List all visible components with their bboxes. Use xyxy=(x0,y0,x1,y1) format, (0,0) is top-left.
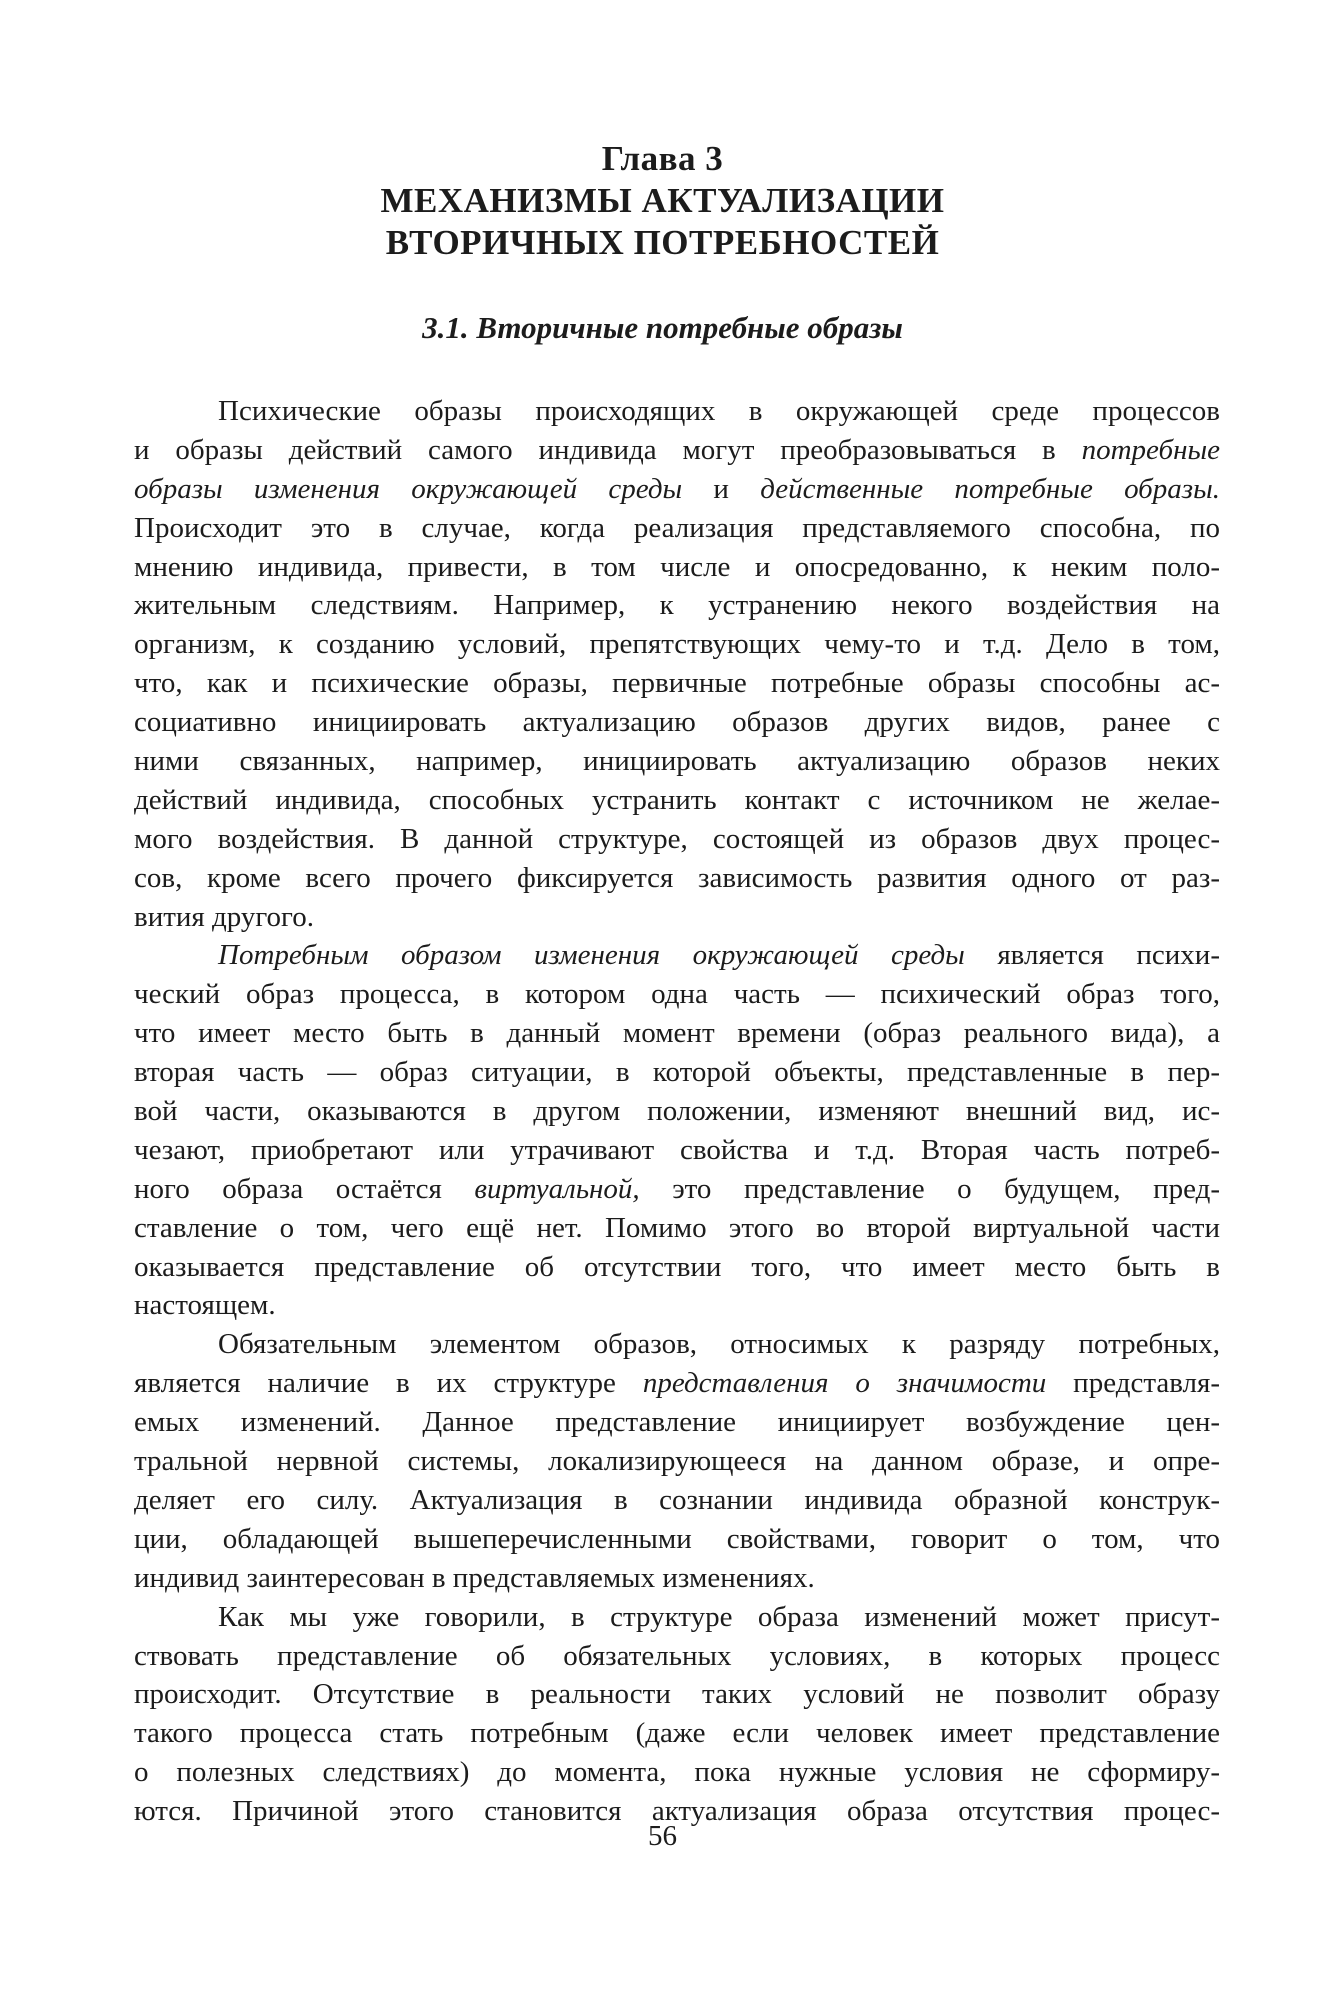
text-segment: действий индивида, способных устранить контакт с источником не желае- xyxy=(134,783,1220,816)
text-segment: Происходит это в случае, когда реализация представляемого способна, по xyxy=(134,511,1220,544)
text-segment: является психи- xyxy=(964,939,1220,972)
text-segment: вития другого. xyxy=(134,900,314,933)
chapter-heading xyxy=(0,138,1325,264)
text-line xyxy=(134,1520,1220,1559)
text-segment: Психические образы происходящих в окружающей среде процессов xyxy=(218,395,1220,427)
text-line xyxy=(134,820,1220,859)
text-line xyxy=(134,1209,1220,1248)
text-segment: о полезных следствиях) до момента, пока нужные условия не сформиру- xyxy=(134,1756,1220,1789)
text-line xyxy=(134,470,1220,509)
text-segment: индивид заинтересован в представляемых изменениях. xyxy=(134,1561,815,1594)
text-line xyxy=(134,1286,1220,1325)
text-segment: это представление о будущем, пред- xyxy=(639,1172,1221,1205)
text-segment: мнению индивида, привести, в том числе и опосредованно, к неким поло- xyxy=(134,550,1220,583)
text-segment: и xyxy=(682,472,761,505)
text-segment: оказывается представление об отсутствии того, что имеет место быть в xyxy=(134,1250,1220,1283)
text-segment: ческий образ процесса, в котором одна часть — психический образ того, xyxy=(134,978,1220,1011)
text-line xyxy=(134,859,1220,898)
italic-term: образы изменения окружающей среды xyxy=(134,472,683,505)
text-line xyxy=(134,1403,1220,1442)
page-number: 56 xyxy=(648,1820,677,1852)
text-line xyxy=(134,1248,1220,1287)
text-segment: сов, кроме всего прочего фиксируется зависимость развития одного от раз- xyxy=(134,861,1220,894)
text-line xyxy=(134,1714,1220,1753)
text-line xyxy=(134,703,1220,742)
text-line xyxy=(134,586,1220,625)
text-line xyxy=(134,1364,1220,1403)
text-segment: ции, обладающей вышеперечисленными свойствами, говорит о том, что xyxy=(134,1522,1220,1555)
text-segment: вой части, оказываются в другом положении, изменяют внешний вид, ис- xyxy=(134,1095,1220,1128)
text-line xyxy=(134,1092,1220,1131)
text-line xyxy=(134,1637,1220,1676)
section-title: 3.1. Вторичные потребные образы xyxy=(422,310,903,345)
chapter-title-line-1: МЕХАНИЗМЫ АКТУАЛИЗАЦИИ xyxy=(380,181,945,220)
text-segment: ствовать представление об обязательных условиях, в которых процесс xyxy=(134,1639,1220,1672)
text-line xyxy=(134,664,1220,703)
text-line xyxy=(134,781,1220,820)
text-line xyxy=(134,898,1220,937)
body-text xyxy=(134,392,1220,1831)
text-line xyxy=(134,625,1220,664)
text-segment: организм, к созданию условий, препятствующих чему-то и т.д. Дело в том, xyxy=(134,628,1220,661)
text-segment: социативно инициировать актуализацию образов других видов, ранее с xyxy=(134,706,1220,739)
text-line xyxy=(134,1481,1220,1520)
text-line xyxy=(134,1442,1220,1481)
text-segment: вторая часть — образ ситуации, в которой объекты, представленные в пер- xyxy=(134,1056,1220,1089)
italic-term: виртуальной, xyxy=(474,1172,640,1205)
text-line xyxy=(134,1753,1220,1792)
text-segment: такого процесса стать потребным (даже если человек имеет представление xyxy=(134,1717,1220,1750)
text-segment: емых изменений. Данное представление инициирует возбуждение цен- xyxy=(134,1406,1220,1439)
text-segment: мого воздействия. В данной структуре, состоящей из образов двух процес- xyxy=(134,822,1220,855)
text-line xyxy=(134,1598,1220,1637)
text-segment: ними связанных, например, инициировать актуализацию образов неких xyxy=(134,745,1220,778)
italic-term: Потребным образом изменения окружающей среды xyxy=(218,939,965,972)
text-line xyxy=(134,975,1220,1014)
text-line xyxy=(134,431,1220,470)
text-line xyxy=(134,742,1220,781)
text-segment: является наличие в их структуре xyxy=(134,1367,643,1400)
text-line xyxy=(134,548,1220,587)
text-segment: ются. Причиной этого становится актуализация образа отсутствия процес- xyxy=(134,1795,1220,1828)
text-segment: что, как и психические образы, первичные потребные образы способны ас- xyxy=(134,667,1220,700)
chapter-label: Глава 3 xyxy=(601,139,724,178)
text-line xyxy=(134,1325,1220,1364)
text-segment: ставление о том, чего ещё нет. Помимо этого во второй виртуальной части xyxy=(134,1211,1220,1244)
text-line xyxy=(134,936,1220,975)
text-segment: представля- xyxy=(1046,1367,1220,1400)
text-line xyxy=(134,1014,1220,1053)
text-segment: ного образа остаётся xyxy=(134,1172,475,1205)
italic-term: представления о значимости xyxy=(642,1367,1047,1400)
text-line xyxy=(134,1053,1220,1092)
text-segment: и образы действий самого индивида могут преобразовываться в xyxy=(134,433,1082,466)
text-segment: деляет его силу. Актуализация в сознании индивида образной конструк- xyxy=(134,1483,1220,1516)
text-segment: Как мы уже говорили, в структуре образа изменений может присут- xyxy=(218,1600,1220,1633)
text-line xyxy=(134,1170,1220,1209)
chapter-title-line-2: ВТОРИЧНЫХ ПОТРЕБНОСТЕЙ xyxy=(385,223,940,262)
text-segment: жительным следствиям. Например, к устранению некого воздействия на xyxy=(134,589,1220,622)
text-segment: Обязательным элементом образов, относимых к разряду потребных, xyxy=(218,1328,1220,1361)
text-line xyxy=(134,509,1220,548)
text-segment: происходит. Отсутствие в реальности таких условий не позволит образу xyxy=(134,1678,1220,1711)
text-line xyxy=(134,1559,1220,1598)
text-segment: тральной нервной системы, локализирующееся на данном образе, и опре- xyxy=(134,1445,1220,1478)
text-segment: что имеет место быть в данный момент времени (образ реального вида), а xyxy=(134,1017,1220,1050)
text-line xyxy=(134,1131,1220,1170)
text-segment: чезают, приобретают или утрачивают свойства и т.д. Вторая часть потреб- xyxy=(134,1133,1220,1166)
text-line xyxy=(134,1675,1220,1714)
italic-term: потребные xyxy=(1081,433,1220,466)
text-segment: настоящем. xyxy=(134,1289,276,1322)
italic-term: действенные потребные образы. xyxy=(760,472,1220,505)
text-line xyxy=(134,392,1220,431)
